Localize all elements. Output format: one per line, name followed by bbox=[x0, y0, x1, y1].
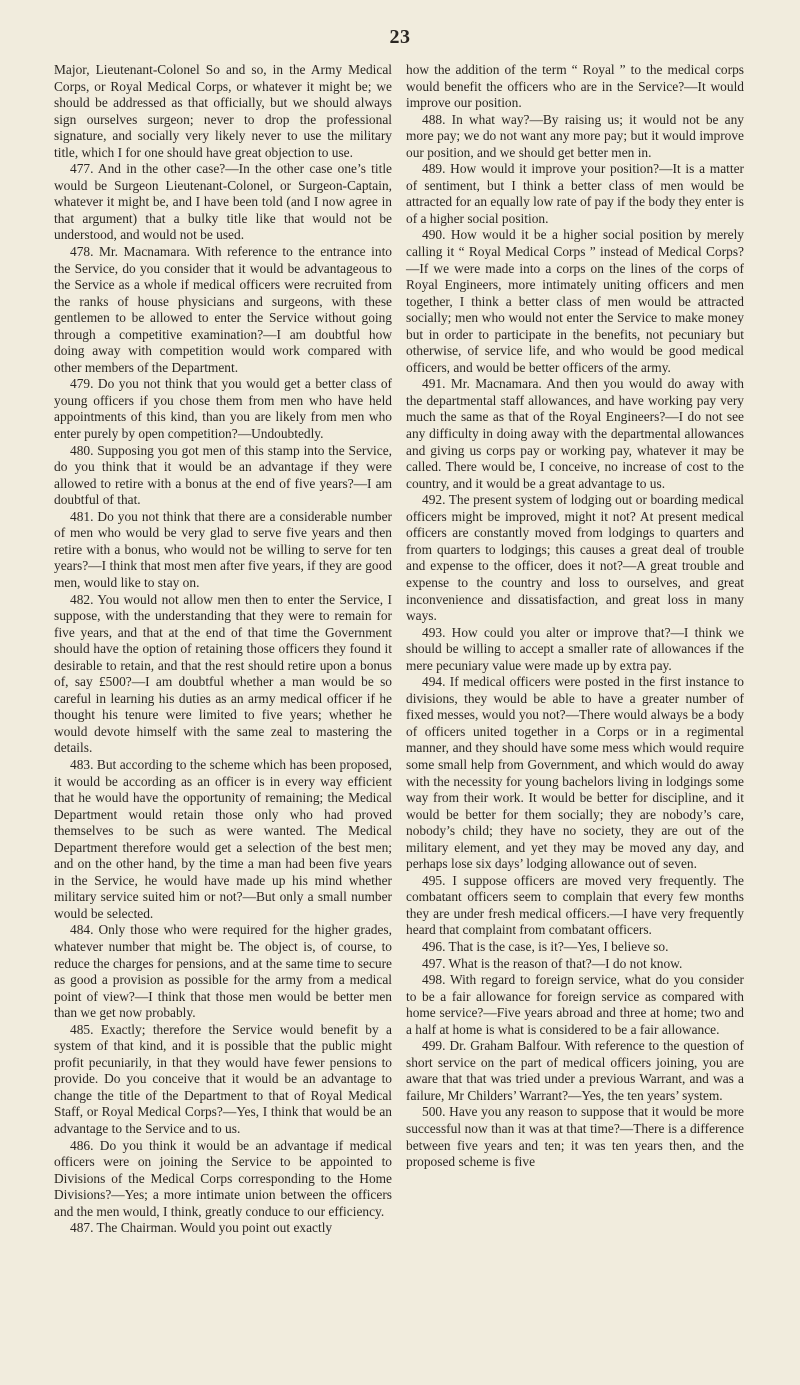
paragraph: 498. With regard to foreign service, what do you consider to be a fair allowance for foreign service as compared with home service?—Five years abroad and three at home; two and a half at home is what is considered to be a fair allowance. bbox=[406, 972, 744, 1037]
paragraph: 489. How would it improve your position?—It is a matter of sentiment, but I think a better class of men would be attracted for an equally low rate of pay if the body they enter is of a higher social position. bbox=[406, 161, 744, 226]
paragraph: 493. How could you alter or improve that?—I think we should be willing to accept a smaller rate of allowances if the mere pecuniary value were made up by extra pay. bbox=[406, 624, 744, 673]
paragraph: 480. Supposing you got men of this stamp into the Service, do you think that it would be an advantage if they were allowed to retire with a bonus at the end of five years?—I am doubtful of that. bbox=[54, 442, 392, 508]
paragraph: 487. The Chairman. Would you point out exactly bbox=[70, 1220, 333, 1236]
paragraph: 485. Exactly; therefore the Service would benefit by a system of that kind, and it is possible that the public might profit pecuniarily, in that they would have fewer pensions to provide. Do you conceive that it would be an advantage to change the title of the Department to that of Royal Medical Staff, or Royal Medical Corps?—Yes, I think that would be an advantage to the Service and to us. bbox=[54, 1021, 392, 1136]
paragraph: 484. Only those who were required for the higher grades, whatever number that might be. The object is, of course, to reduce the charges for pensions, and at the same time to secure as good a provision as possible for the army from a medical point of view?—I think that those men would be better men than we get now probably. bbox=[54, 922, 392, 1021]
paragraph: 478. Mr. Macnamara. With reference to the entrance into the Service, do you consider that it would be advantageous to the Service as a whole if medical officers were recruited from the ranks of house physicians and surgeons, with these gentlemen to be allowed to enter the Service without going through a competitive examination?—I am doubtful how doing away with competition would work compared with other members of the Department. bbox=[54, 244, 392, 375]
right-column bbox=[406, 62, 744, 1171]
paragraph: 500. Have you any reason to suppose that it would be more successful now than it was at that time?—There is a difference between five years and ten; it was ten years then, and the proposed scheme is five bbox=[406, 1104, 744, 1170]
paragraph: 483. But according to the scheme which has been proposed, it would be according as an officer is in every way efficient that he would have the opportunity of remaining; the Medical Department would retain those only who had proved themselves to be such as were wanted. The Medical Department therefore would get a selection of the best men; and on the other hand, by the time a man had been five years in the Service, he would have made up his mind whether military service suited him or not?—But only a small number would be selected. bbox=[54, 756, 392, 921]
paragraph: 494. If medical officers were posted in the first instance to divisions, they would be able to have a greater number of fixed messes, would you not?—There would always be a body of officers united together in a Corps or in a regimental manner, and they should have some mess which would require some small help from Government, and which would do away with the necessity for young bachelors living in lodgings some way from their work. It would be better for discipline, and it would be better for them socially; they are nobody’s care, nobody’s child; they have no society, they are out of the military element, and yet they may be moved any day, and perhaps lose six days’ lodging allowance out of seven. bbox=[406, 674, 744, 872]
paragraph: 486. Do you think it would be an advantage if medical officers were on joining the Service to be appointed to Divisions of the Medical Corps corresponding to the Home Divisions?—Yes; a more intimate union between the officers and the men would, I think, greatly conduce to our efficiency. bbox=[54, 1137, 392, 1219]
paragraph: 496. That is the case, is it?—Yes, I believe so. bbox=[422, 938, 669, 954]
paragraph: 488. In what way?—By raising us; it would not be any more pay; we do not want any more pay; but it would improve our position, and we should get better men in. bbox=[406, 111, 744, 160]
paragraph: 477. And in the other case?—In the other case one’s title would be Surgeon Lieutenant-Colonel, or Surgeon-Captain, whatever it might be, and I have been told (and I now agree in that argument) that a bulky title like that would not be understood, and would not be used. bbox=[54, 161, 392, 243]
paragraph: 491. Mr. Macnamara. And then you would do away with the departmental staff allowances, and have working pay very much the same as that of the Royal Engineers?—I do not see any difficulty in doing away with the departmental allowances and giving us corps pay or working pay, whatever it may be called. There would be, I conceive, no increase of cost to the country, and it would be a great advantage to us. bbox=[406, 376, 744, 491]
paragraph: 499. Dr. Graham Balfour. With reference to the question of short service on the part of medical officers joining, you are aware that that was tried under a previous Warrant, and was a failure, Mr Childers’ Warrant?—Yes, the ten years’ system. bbox=[406, 1038, 744, 1103]
page-number: 23 bbox=[389, 26, 411, 48]
paragraph: 479. Do you not think that you would get a better class of young officers if you chose them from men who have held appointments of this kind, than you are likely from men who enter purely by open competition?—Undoubtedly. bbox=[54, 376, 392, 442]
paragraph: 495. I suppose officers are moved very frequently. The combatant officers seem to complain that every few months they are under fresh medical officers.—I have very frequently heard that complaint from combatant officers. bbox=[406, 872, 744, 938]
paragraph: 481. Do you not think that there are a considerable number of men who would be very glad to serve five years and then retire with a bonus, who would not be willing to serve for ten years?—I think that most men after five years, if they are good men, would like to stay on. bbox=[54, 508, 392, 590]
paragraph: 497. What is the reason of that?—I do not know. bbox=[422, 955, 683, 971]
paragraph: Major, Lieutenant-Colonel So and so, in the Army Medical Corps, or Royal Medical Corps, or whatever it might be; we should be addressed as that officially, but we should always sign ourselves surgeon; never to drop the professional signature, and socially very likely never to use the military title, which I for one should have great objection to use. bbox=[54, 62, 392, 160]
left-column bbox=[54, 62, 392, 1237]
paragraph: how the addition of the term “ Royal ” to the medical corps would benefit the officers who are in the Service?—It would improve our position. bbox=[406, 62, 744, 111]
paragraph: 482. You would not allow men then to enter the Service, I suppose, with the understanding that they were to remain for five years, and that at the end of that time the Government should have the option of retaining those officers they found it desirable to retain, and that the rest should retire upon a bonus of, say £500?—I am doubtful whether a man would be so careful in learning his duties as an army medical officer if he thought his tenure were limited to five years; whether he would devote himself with the same zeal to mastering the details. bbox=[54, 591, 392, 756]
paragraph: 490. How would it be a higher social position by merely calling it “ Royal Medical Corps ” instead of Medical Corps?—If we were made into a corps on the lines of the corps of Royal Engineers, more intimately uniting officers and men together, I think a better class of men would be attracted socially; men who would not enter the Service to make money but in order to participate in the benefits, not pecuniary but otherwise, of service life, and who would be good medical officers, and would be better officers of the army. bbox=[406, 227, 744, 375]
paragraph: 492. The present system of lodging out or boarding medical officers might be improved, might it not? At present medical officers are constantly moved from lodgings to quarters and from quarters to lodgings; this causes a great deal of trouble and expense to the officer, does it not?—A great trouble and expense to the country and loss to ourselves, and great inconvenience and dissatisfaction, and great loss in many ways. bbox=[406, 492, 744, 624]
